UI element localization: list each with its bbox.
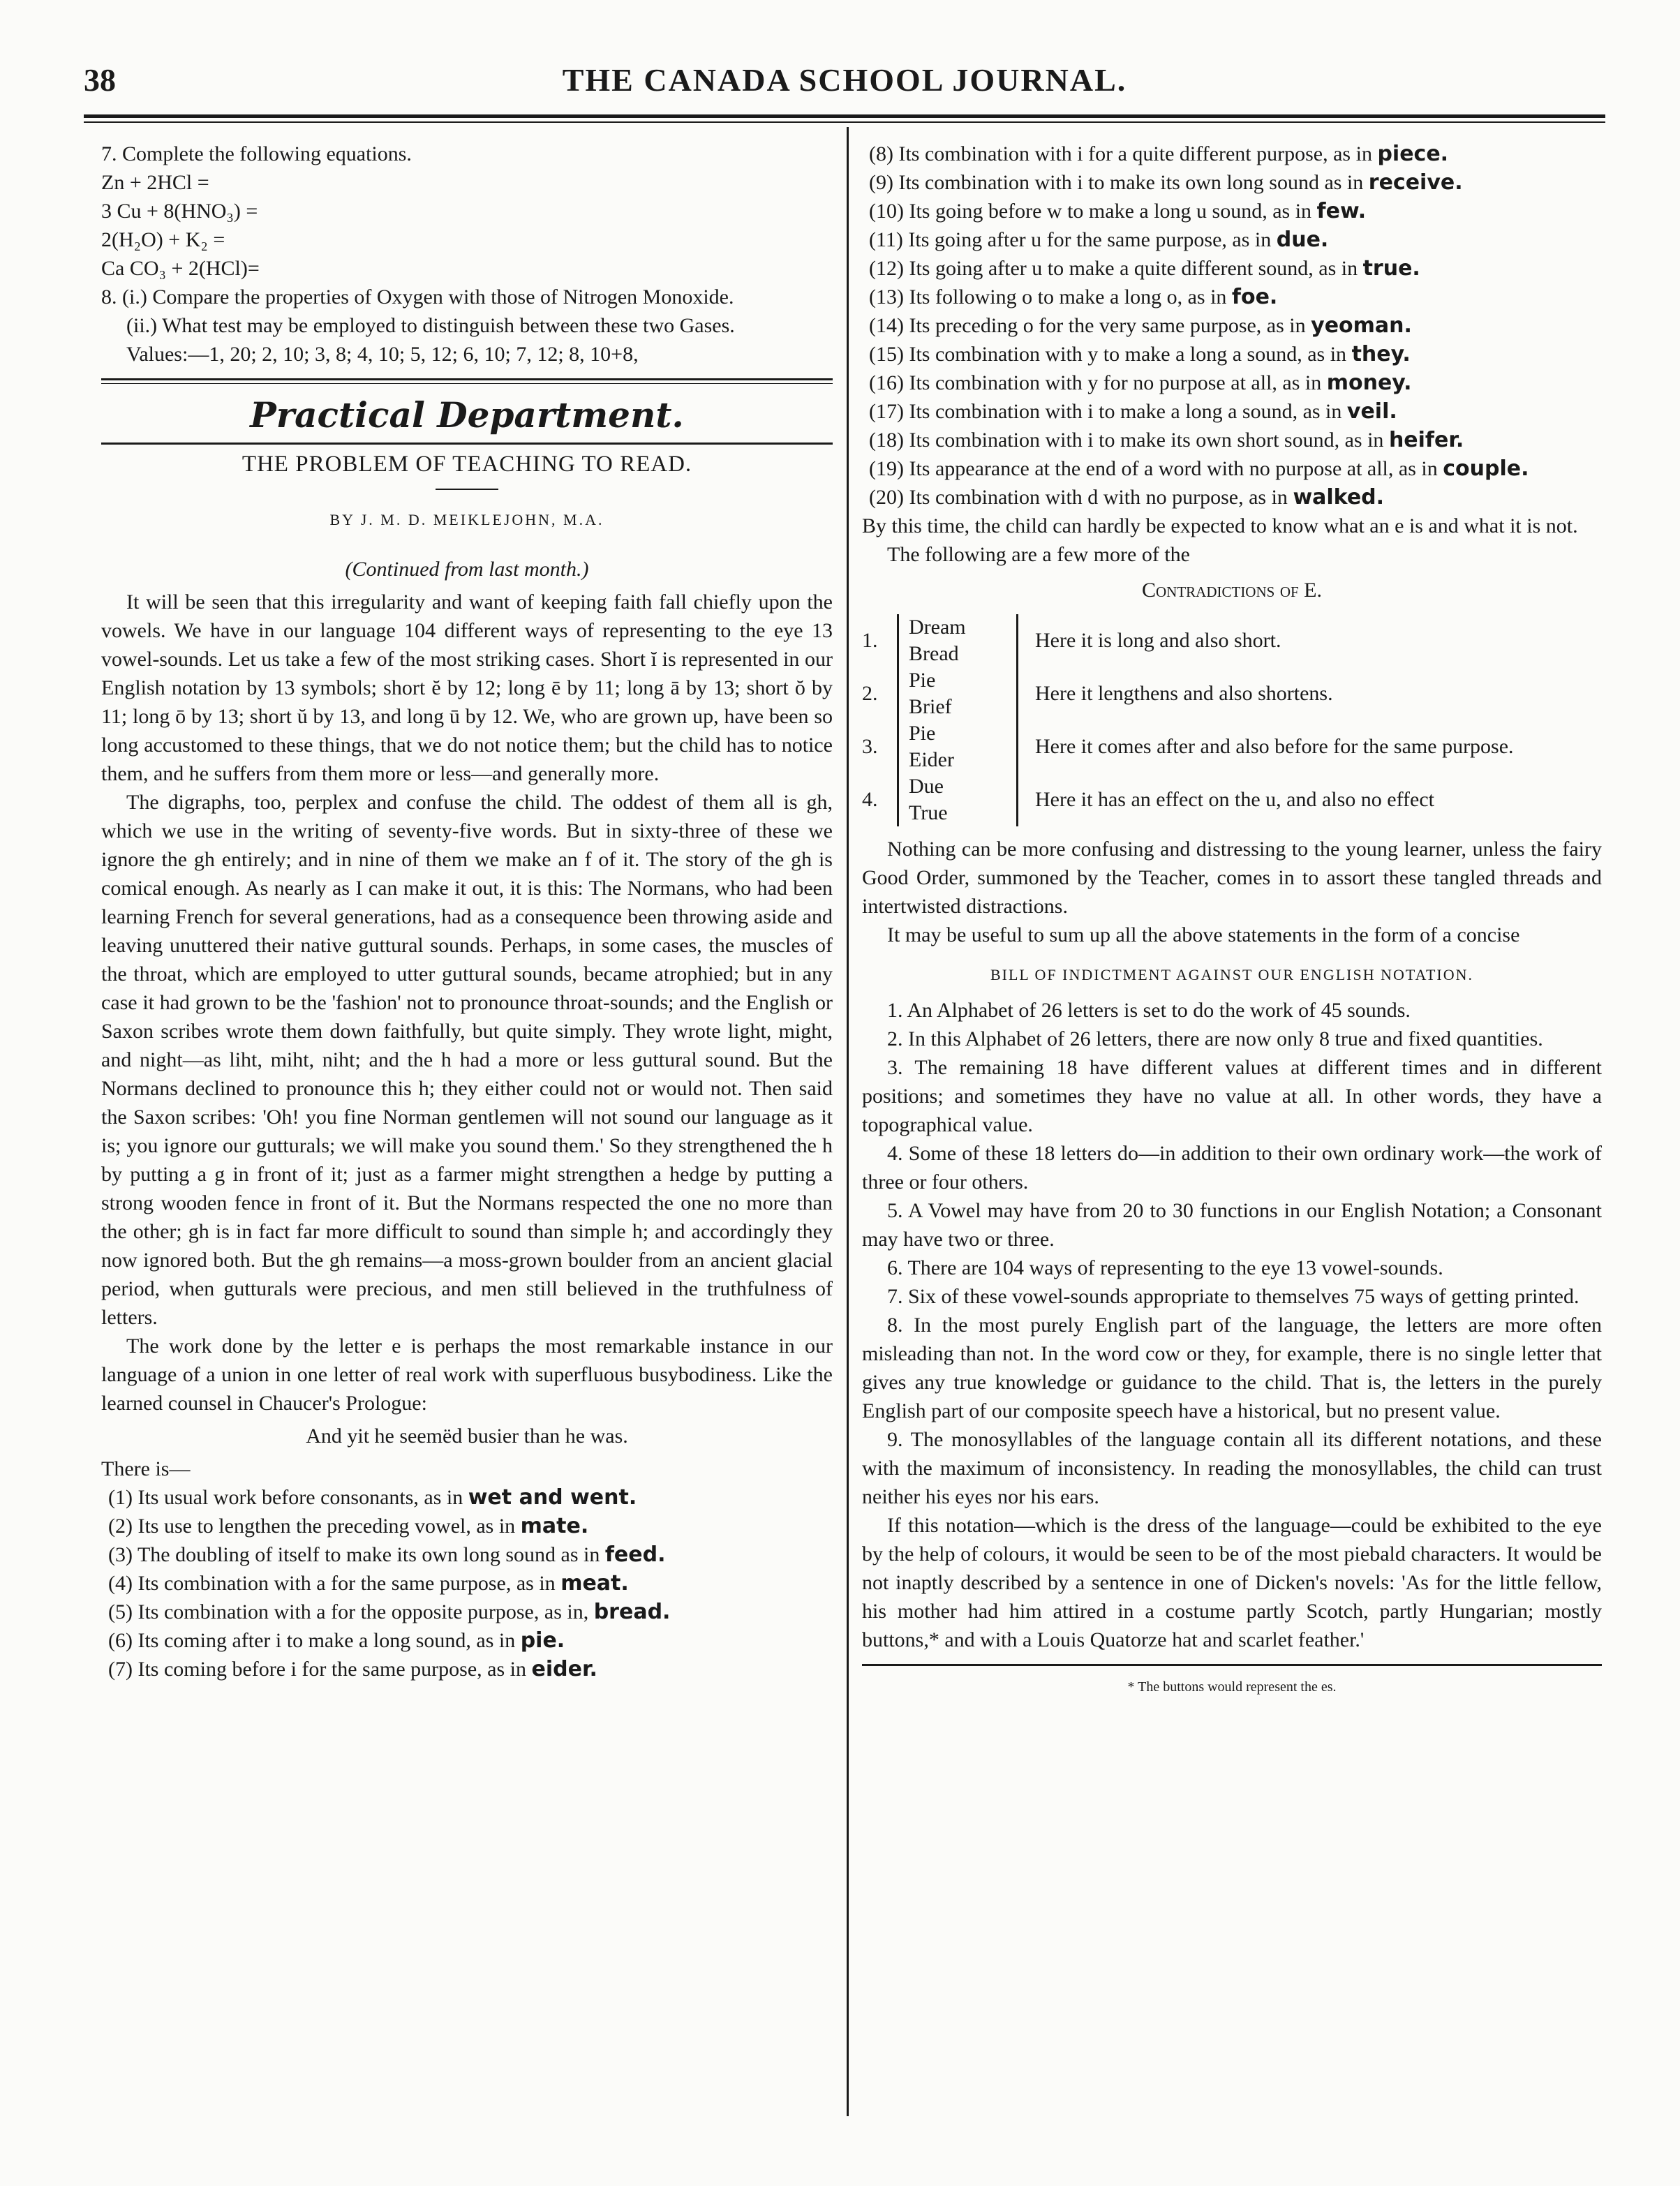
page-number: 38 (84, 62, 116, 98)
byline: BY J. M. D. MEIKLEJOHN, M.A. (329, 511, 604, 528)
bill-item: 8. In the most purely English part of the language, the letters are more often misleading than not. In the word cow or they, for example, there is no single letter that gives any true knowledge or guidance to the child. That is, the letters in the purely English part of our composite speech have a historical, but no present value. (862, 1314, 1602, 1422)
right-column (862, 140, 1602, 1702)
paragraph: It may be useful to sum up all the above statements in the form of a concise (887, 923, 1520, 946)
list-item: (8) Its combination with i for a quite different purpose, as in piece. (869, 142, 1449, 166)
section-rule (101, 378, 833, 380)
equation: 3 Cu + 8(HNO₃) = (101, 200, 258, 223)
bill-item: 9. The monosyllables of the language contain all its different notations, and these with the maximum of inconsistency. In reading the monosyllables, the child can trust neither his eyes nor his ears. (862, 1428, 1602, 1508)
contradiction-desc: Here it has an effect on the u, and also no effect (1035, 788, 1434, 811)
continued-note: (Continued from last month.) (345, 558, 589, 581)
header-rule-thick (84, 114, 1605, 118)
equation: Zn + 2HCl = (101, 171, 209, 194)
contradiction-number: 4. (862, 788, 878, 811)
list-item: (6) Its coming after i to make a long sound, as in pie. (108, 1628, 565, 1653)
contradictions-table (862, 614, 1602, 826)
list-item: (19) Its appearance at the end of a word with no purpose at all, as in couple. (869, 456, 1529, 481)
list-item: (7) Its coming before i for the same purpose, as in eider. (108, 1657, 597, 1681)
question-values: Values:—1, 20; 2, 10; 3, 8; 4, 10; 5, 12; 6, 10; 7, 12; 8, 10+8, (126, 343, 639, 366)
paragraph: By this time, the child can hardly be expected to know what an e is and what it is not. (862, 514, 1578, 537)
article-title: THE PROBLEM OF TEACHING TO READ. (241, 452, 692, 477)
list-item: (11) Its going after u for the same purpose, as in due. (869, 228, 1329, 252)
header-rule-thin (84, 121, 1605, 123)
contradictions-heading: Contradictions of E. (1141, 579, 1322, 602)
bill-heading: BILL OF INDICTMENT AGAINST OUR ENGLISH NOTATION. (990, 966, 1474, 983)
department-rule (101, 443, 833, 445)
section-rule-thin (101, 383, 833, 384)
list-item: (16) Its combination with y for no purpose at all, as in money. (869, 371, 1412, 395)
list-item: (4) Its combination with a for the same purpose, as in meat. (108, 1571, 629, 1596)
list-item: (1) Its usual work before consonants, as in wet and went. (108, 1485, 637, 1510)
page-header (84, 61, 1605, 103)
table-row (862, 614, 1602, 667)
footnote: * The buttons would represent the es. (1127, 1679, 1337, 1695)
bill-item: 1. An Alphabet of 26 letters is set to do the work of 45 sounds. (887, 999, 1411, 1022)
paragraph: The work done by the letter e is perhaps the most remarkable instance in our language of a union in one letter of real work with superfluous busybodiness. Like the learned counsel in Chaucer's Prologue: (101, 1334, 833, 1415)
list-item: (14) Its preceding o for the very same purpose, as in yeoman. (869, 313, 1412, 338)
contradiction-number: 1. (862, 629, 878, 652)
equation: 2(H₂O) + K₂ = (101, 228, 225, 251)
list-item: (2) Its use to lengthen the preceding vowel, as in mate. (108, 1514, 589, 1538)
footnote-rule (862, 1664, 1602, 1666)
list-item: (13) Its following o to make a long o, as in foe. (869, 285, 1278, 309)
contradiction-words: Pie Brief (898, 667, 1018, 720)
e-uses-list-continued (862, 140, 1602, 512)
list-item: (10) Its going before w to make a long u sound, as in few. (869, 199, 1367, 223)
title-rule (436, 489, 498, 490)
contradiction-desc: Here it lengthens and also shortens. (1035, 682, 1333, 705)
contradiction-number: 3. (862, 735, 878, 758)
left-column (101, 140, 833, 1683)
question-8-ii: (ii.) What test may be employed to distinguish between these two Gases. (126, 314, 735, 337)
paragraph: If this notation—which is the dress of the language—could be exhibited to the eye by the help of colours, it would be seen to be of the most piebald characters. It would be not inaptly described by a sentence in one of Dicken's novels: 'As for the little fellow, his mother had him attired in a costume partly Scotch, partly Hungarian; mostly buttons,* and with a Louis Quatorze hat and scarlet feather.' (862, 1514, 1602, 1651)
bill-item: 3. The remaining 18 have different values at different times and in different positions; and sometimes they have no value at all. In other words, they have a topographical value. (862, 1056, 1602, 1136)
list-item: (9) Its combination with i to make its own long sound as in receive. (869, 170, 1463, 195)
table-row (862, 667, 1602, 720)
equation: Ca CO₃ + 2(HCl)= (101, 257, 260, 280)
e-uses-list (101, 1483, 833, 1683)
list-item: (5) Its combination with a for the opposite purpose, as in, bread. (108, 1600, 671, 1624)
there-is-label: There is— (101, 1457, 191, 1480)
list-item: (20) Its combination with d with no purpose, as in walked. (869, 485, 1385, 510)
question-8-i: 8. (i.) Compare the properties of Oxygen with those of Nitrogen Monoxide. (101, 285, 734, 308)
department-title: Practical Department. (250, 394, 684, 436)
paragraph: The following are a few more of the (887, 543, 1190, 566)
bill-item: 5. A Vowel may have from 20 to 30 functions in our English Notation; a Consonant may have two or three. (862, 1199, 1602, 1251)
list-item: (3) The doubling of itself to make its own long sound as in feed. (108, 1542, 666, 1567)
list-item: (12) Its going after u to make a quite different sound, as in true. (869, 256, 1420, 281)
bill-item: 4. Some of these 18 letters do—in addition to their own ordinary work—the work of three or four others. (862, 1142, 1602, 1194)
list-item: (17) Its combination with i to make a long a sound, as in veil. (869, 399, 1397, 424)
contradiction-words: Due True (898, 773, 1018, 826)
bill-item: 7. Six of these vowel-sounds appropriate to themselves 75 ways of getting printed. (887, 1285, 1579, 1308)
list-item: (18) Its combination with i to make its own short sound, as in heifer. (869, 428, 1464, 452)
bill-item: 2. In this Alphabet of 26 letters, there are now only 8 true and fixed quantities. (887, 1027, 1543, 1050)
journal-title: THE CANADA SCHOOL JOURNAL. (562, 62, 1127, 98)
column-divider (847, 127, 849, 2116)
contradiction-desc: Here it comes after and also before for the same purpose. (1035, 735, 1514, 758)
table-row (862, 720, 1602, 773)
contradiction-number: 2. (862, 682, 878, 705)
chaucer-quote: And yit he seemëd busier than he was. (306, 1425, 628, 1448)
paragraph: The digraphs, too, perplex and confuse the child. The oddest of them all is gh, which we use in the writing of seventy-five words. But in sixty-three of these we ignore the gh entirely; and in nine of them we make an f of it. The story of the gh is comical enough. As nearly as I can make it out, it is this: The Normans, who had been learning French for several generations, had as a consequence been throwing aside and leaving unuttered their native guttural sounds. Perhaps, in some cases, the muscles of the throat, which are employed to utter guttural sounds, became atrophied; but in any case it had grown to be the 'fashion' not to pronounce throat-sounds; and the English or Saxon scribes wrote them down faithfully, but quite simply. They wrote light, might, and night—as liht, miht, niht; and the h had a more or less guttural sound. But the Normans declined to pronounce this h; they either could not or would not. Then said the Saxon scribes: 'Oh! you fine Norman gentlemen will not sound our language as it is; you ignore our gutturals; we will make you sound them.' So they strengthened the h by putting a g in front of it; just as a farmer might strengthen a hedge by putting a strong wooden fence in front of it. But the Normans respected the one no more than the other; gh is in fact far more difficult to sound than simple h; and accordingly they now ignored both. But the gh remains—a moss-grown boulder from an ancient glacial period, when gutturals were precious, and men still believed in the truthfulness of letters. (101, 791, 833, 1329)
bill-item: 6. There are 104 ways of representing to the eye 13 vowel-sounds. (887, 1256, 1443, 1279)
paragraph: Nothing can be more confusing and distressing to the young learner, unless the fairy Good Order, summoned by the Teacher, comes in to assort these tangled threads and intertwisted distractions. (862, 838, 1602, 918)
question-7: 7. Complete the following equations. (101, 142, 412, 165)
contradiction-desc: Here it is long and also short. (1035, 629, 1281, 652)
list-item: (15) Its combination with y to make a long a sound, as in they. (869, 342, 1411, 366)
paragraph: It will be seen that this irregularity and want of keeping faith fall chiefly upon the vowels. We have in our language 104 different ways of representing to the eye 13 vowel-sounds. Let us take a few of the most striking cases. Short ĭ is represented in our English notation by 13 symbols; short ĕ by 12; long ē by 11; long ā by 13; short ŏ by 11; long ō by 13; short ŭ by 13, and long ū by 12. We, who are grown up, have been so long accustomed to these things, that we do not notice them; but the child has to notice them, and he suffers from them more or less—and generally more. (101, 590, 833, 785)
contradiction-words: Pie Eider (898, 720, 1018, 773)
contradiction-words: Dream Bread (898, 614, 1018, 667)
table-row (862, 773, 1602, 826)
